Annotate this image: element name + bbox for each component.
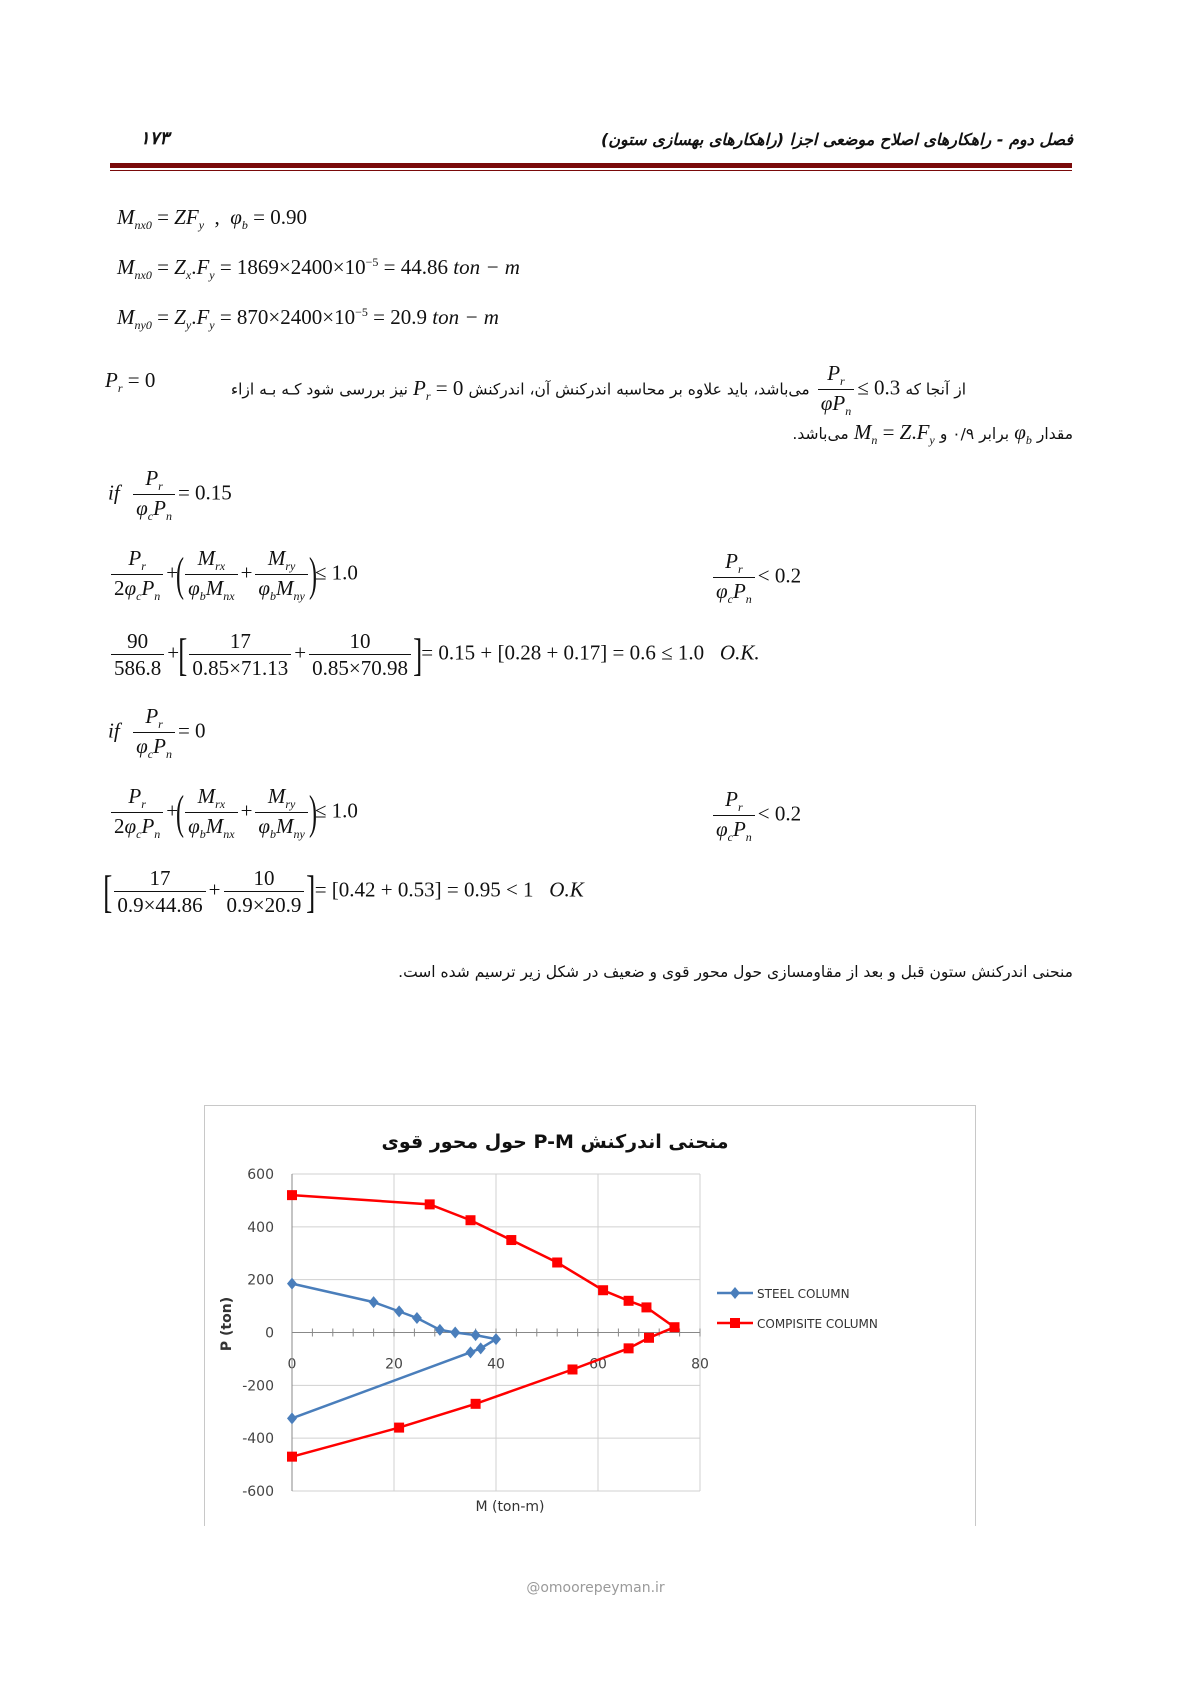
data-point [369,1296,379,1308]
condition-case-2: if $\frac{P_r}{\varphi_cP_n}$ = 0 [108,704,206,762]
series-1 [287,1190,680,1462]
legend-marker [730,1318,740,1328]
paragraph-2-text-b: برابر ۰/۹ و [939,425,1010,443]
paragraph-1-text-b: می‌باشد، باید علاوه بر محاسبه اندرکنش آن، اندرکنش [468,380,810,399]
chart-ylabel: P (ton) [219,1296,235,1352]
x-tick-label: 0 [287,1356,297,1373]
x-tick-label: 80 [691,1356,709,1373]
data-point [394,1305,404,1317]
y-tick-label: -200 [242,1378,274,1395]
interaction-check-1: $\frac{90}{586.8}$ +[ $\frac{17}{0.85\times 71.13}$ + $\frac{10}{0.85\times 70.98}$ ]= 0.15 + [0.28 + 0.17] = 0.6 ≤ 1.0 O.K. [108,628,760,682]
inline-ratio-condition: $\frac{P_r}{\varphi P_n}$ ≤ 0.3 [815,360,900,419]
paragraph-2-text-c: می‌باشد. [792,425,849,443]
chapter-title: فصل دوم - راهکارهای اصلاح موضعی اجزا (راهکارهای بهسازی ستون) [600,130,1073,149]
y-tick-label: -400 [242,1431,274,1448]
chart-intro-text: منحنی اندرکنش ستون قبل و بعد از مقاومسازی حول محور قوی و ضعیف در شکل زیر ترسیم شده است. [398,963,1073,981]
data-point [598,1285,608,1295]
y-tick-label: 400 [247,1219,274,1236]
series-line [292,1195,675,1457]
legend-marker [730,1287,740,1299]
page-number: ۱۷۳ [140,128,170,149]
data-point [552,1257,562,1267]
chart-xlabel: M (ton-m) [475,1499,545,1515]
y-tick-label: -600 [242,1484,274,1500]
data-point [670,1322,680,1332]
header-rule-thick [110,163,1072,168]
at-icon: @ [526,1580,541,1596]
data-point [287,1412,297,1424]
interaction-condition-1: $\frac{P_r}{\varphi_cP_n}$ < 0.2 [710,548,801,607]
y-tick-label: 200 [247,1272,274,1289]
chart-series [287,1190,680,1462]
data-point [412,1312,422,1324]
legend-label: STEEL COLUMN [757,1287,850,1301]
inline-mn: $M_n = Z.F_y$ [853,420,935,448]
data-point [624,1343,634,1353]
data-point [394,1423,404,1433]
chart-legend [717,1287,878,1331]
footer-watermark [0,1580,1191,1596]
data-point [466,1215,476,1225]
data-point [476,1342,486,1354]
chart-title: منحنی اندرکنش P-M حول محور قوی [381,1131,729,1153]
data-point [471,1399,481,1409]
paragraph-1 [231,360,966,419]
chart-container [204,1105,976,1526]
paragraph-2-text-a: مقدار [1036,425,1073,443]
data-point [450,1327,460,1339]
y-tick-label: 600 [247,1167,274,1183]
x-tick-label: 40 [487,1356,505,1373]
data-point [471,1329,481,1341]
y-tick-label: 0 [265,1325,274,1342]
x-tick-label: 20 [385,1356,403,1373]
data-point [466,1346,476,1358]
inline-pr-zero: $P_r = 0$ [413,375,464,403]
legend-label: COMPISITE COLUMN [757,1317,878,1331]
pm-interaction-chart [205,1106,975,1526]
data-point [287,1190,297,1200]
data-point [506,1235,516,1245]
data-point [568,1364,578,1374]
x-tick-label: 60 [589,1356,607,1373]
paragraph-1-text-a: از آنجا که [905,380,966,399]
interaction-condition-2: $\frac{P_r}{\varphi_cP_n}$ < 0.2 [710,786,801,845]
equation-mny0: $M_{ny0} = Z_y.F_y = 870\times 2400\times 10^{-5} = 20.9$ ton − m [117,305,499,333]
data-point [287,1452,297,1462]
data-point [491,1333,501,1345]
data-point [641,1302,651,1312]
equation-mnx0: $M_{nx0} = Z_x.F_y = 1869\times 2400\times 10^{-5} = 44.86$ ton − m [117,255,520,283]
equation-mnx0-definition: $M_{nx0} = ZF_y$ , $\varphi_b = 0.90$ [117,205,307,233]
header-rule-thin [110,170,1072,171]
paragraph-2 [792,420,1073,448]
interaction-formula-1: $\frac{P_r}{2\varphi_cP_n}$ +( $\frac{M_{rx}}{\varphi_bM_{nx}}$ + $\frac{M_{ry}}{\varphi_bM_{ny}}$ )≤ 1.0 [108,545,358,604]
data-point [425,1199,435,1209]
footer-watermark-text: omoorepeyman.ir [540,1580,665,1596]
interaction-check-2: [ $\frac{17}{0.9\times 44.86}$ + $\frac{10}{0.9\times 20.9}$ ]= [0.42 + 0.53] = 0.95 < 1 O.K [103,865,584,918]
interaction-formula-2: $\frac{P_r}{2\varphi_cP_n}$ +( $\frac{M_{rx}}{\varphi_bM_{nx}}$ + $\frac{M_{ry}}{\varphi_bM_{ny}}$ )≤ 1.0 [108,783,358,842]
inline-phi-b: $\varphi_b$ [1014,420,1032,448]
paragraph-1-text-c: نیز بررسی شود کـه بـه ازاء [230,380,408,399]
condition-case-1: if $\frac{P_r}{\varphi_cP_n}$ = 0.15 [108,466,232,524]
data-point [644,1333,654,1343]
data-point [435,1324,445,1336]
inline-pr-zero-start: $P_r = 0$ [105,368,156,396]
data-point [624,1296,634,1306]
